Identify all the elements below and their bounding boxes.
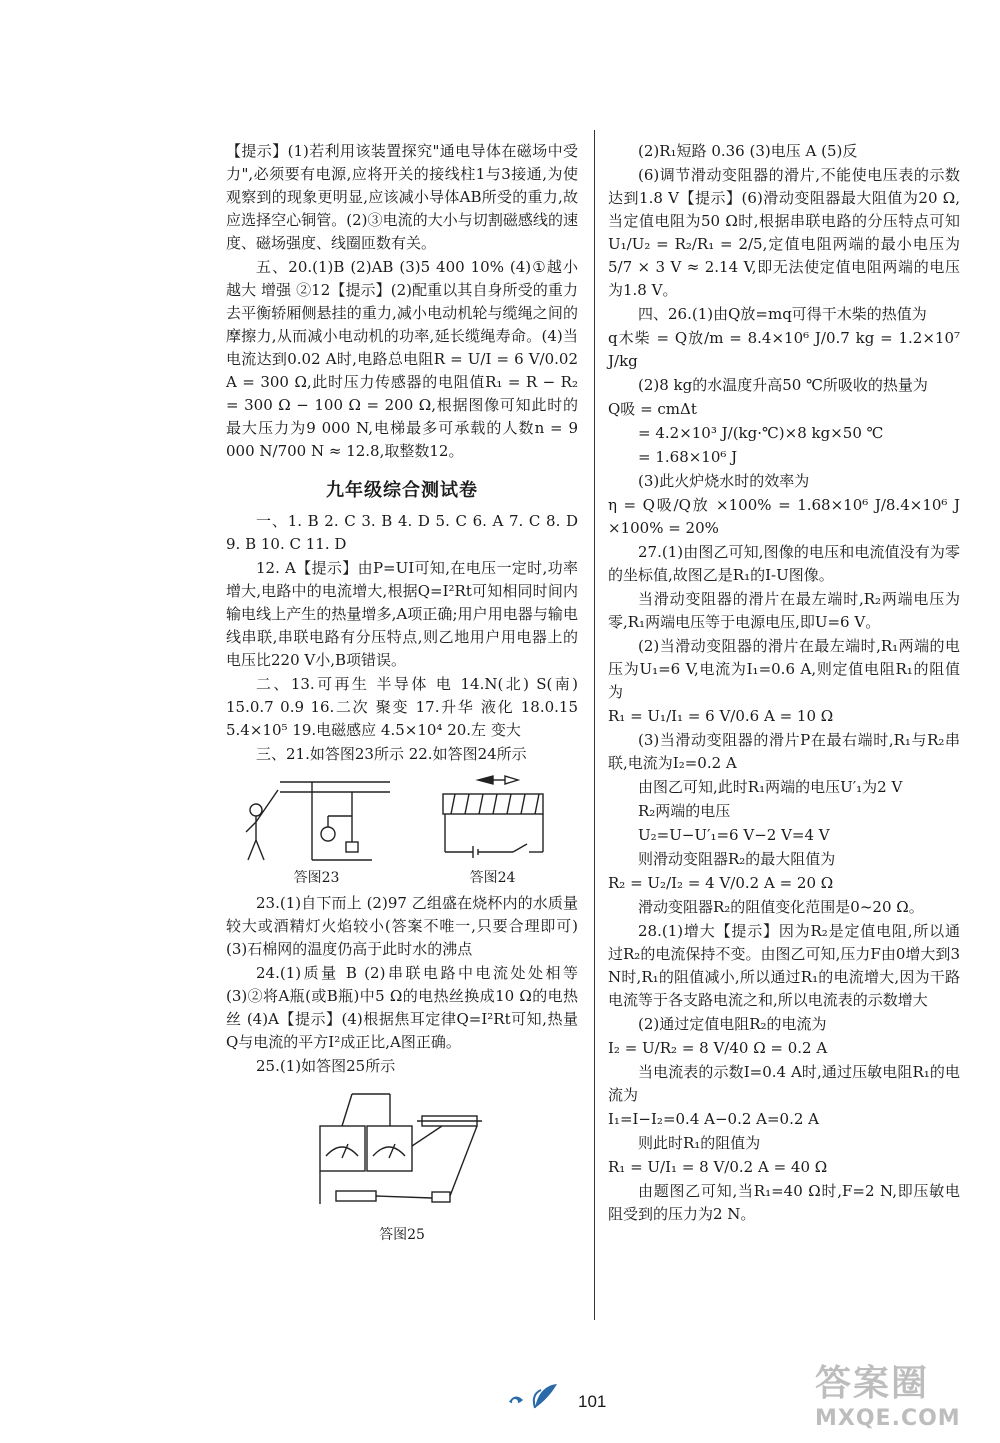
formula-q-absorb-result: = 1.68×10⁶ J bbox=[638, 448, 738, 466]
figure-25 bbox=[226, 1086, 578, 1247]
column-divider bbox=[594, 130, 595, 1320]
page-number: 101 bbox=[578, 1392, 607, 1411]
answer-27-3b: 由图乙可知,此时R₁两端的电压U′₁为2 V bbox=[638, 778, 903, 796]
answer-26-2: (2)8 kg的水温度升高50 ℃所吸收的热量为 bbox=[638, 376, 928, 394]
figure-23 bbox=[242, 772, 392, 890]
figures-23-24 bbox=[226, 772, 578, 890]
answer-27-3d: 则滑动变阻器R₂的最大阻值为 bbox=[638, 850, 836, 868]
answer-13-20: 二、13.可再生 半导体 电 14.N(北) S(南) 15.0.7 0.9 16.二次 聚变 17.升华 液化 18.0.15 5.4×10⁵ 19.电磁感应 4.5×10⁴ 20.左 变大 bbox=[226, 675, 578, 739]
answer-25-2: (2)R₁短路 0.36 (3)电压 A (5)反 bbox=[638, 142, 858, 160]
section-title: 九年级综合测试卷 bbox=[326, 480, 478, 501]
watermark-url: MXQE.COM bbox=[815, 1406, 961, 1431]
answer-28-conclusion: 由题图乙可知,当R₁=40 Ω时,F=2 N,即压敏电阻受到的压力为2 N。 bbox=[608, 1182, 960, 1223]
figure-25-caption: 答图25 bbox=[379, 1227, 425, 1243]
formula-r1: R₁ = U₁/I₁ = 6 V/0.6 A = 10 Ω bbox=[608, 707, 834, 725]
answer-26-3: (3)此火炉烧水时的效率为 bbox=[638, 472, 810, 490]
watermark bbox=[815, 1355, 961, 1431]
answer-27-3: (3)当滑动变阻器的滑片P在最右端时,R₁与R₂串联,电流为I₂=0.2 A bbox=[608, 731, 960, 772]
formula-heat-value: q木柴 = Q放/m = 8.4×10⁶ J/0.7 kg = 1.2×10⁷ J/kg bbox=[608, 329, 960, 370]
left-column bbox=[226, 140, 578, 1247]
answer-27-1: 27.(1)由图乙可知,图像的电压和电流值没有为零的坐标值,故图乙是R₁的I-U图像。 bbox=[608, 543, 960, 584]
answer-27-1b: 当滑动变阻器的滑片在最左端时,R₂两端电压为零,R₁两端电压等于电源电压,即U=6 V。 bbox=[608, 590, 960, 631]
answer-25-6: (6)调节滑动变阻器的滑片,不能使电压表的示数达到1.8 V【提示】(6)滑动变阻器最大阻值为20 Ω,当定值电阻为50 Ω时,根据串联电路的分压特点可知U₁/U₂ = R₂/R₁ = 2/5,定值电阻两端的最小电压为 5/7 × 3 V ≈ 2.14 V,即无法使定值电阻两端的电压为1.8 V。 bbox=[608, 166, 960, 299]
figure-24 bbox=[423, 772, 563, 890]
formula-r1-result: R₁ = U/I₁ = 8 V/0.2 A = 40 Ω bbox=[608, 1158, 828, 1176]
answer-24: 24.(1)质量 B (2)串联电路中电流处处相等 (3)②将A瓶(或B瓶)中5 Ω的电热丝换成10 Ω的电热丝 (4)A【提示】(4)根据焦耳定律Q=I²Rt可知,热量Q与电流的平方I²成正比,A图正确。 bbox=[226, 964, 578, 1051]
answer-21-22: 三、21.如答图23所示 22.如答图24所示 bbox=[256, 745, 527, 763]
right-column bbox=[608, 140, 960, 1227]
formula-i1: I₁=I−I₂=0.4 A−0.2 A=0.2 A bbox=[608, 1110, 820, 1128]
figure-23-caption: 答图23 bbox=[293, 870, 340, 886]
answer-27-2: (2)当滑动变阻器的滑片在最左端时,R₁两端的电压为U₁=6 V,电流为I₁=0.6 A,则定值电阻R₁的阻值为 bbox=[608, 637, 960, 701]
solenoid-diagram-24 bbox=[423, 772, 563, 867]
answer-12: 12. A【提示】由P=UI可知,在电压一定时,功率增大,电路中的电流增大,根据Q=I²Rt可知相同时间内输电线上产生的热量增多,A项正确;用户用电器与输电线串联,串联电路有分压特点,则乙地用户用电器上的电压比220 V小,B项错误。 bbox=[226, 559, 578, 669]
answer-27-3c: R₂两端的电压 bbox=[638, 802, 731, 820]
answer-28-2: (2)通过定值电阻R₂的电流为 bbox=[638, 1015, 827, 1033]
answer-28-2c: 则此时R₁的阻值为 bbox=[638, 1134, 761, 1152]
formula-u2: U₂=U−U′₁=6 V−2 V=4 V bbox=[638, 826, 830, 844]
answer-23: 23.(1)自下而上 (2)97 乙组盛在烧杯内的水质量较大或酒精灯火焰较小(答案不唯一,只要合理即可) (3)石棉网的温度仍高于此时水的沸点 bbox=[226, 894, 578, 958]
leaf-ornament-icon bbox=[505, 1380, 565, 1412]
answer-25: 25.(1)如答图25所示 bbox=[256, 1057, 396, 1075]
answer-27-conclusion: 滑动变阻器R₂的阻值变化范围是0~20 Ω。 bbox=[638, 898, 924, 916]
answer-choice-1-11: 一、1. B 2. C 3. B 4. D 5. C 6. A 7. C 8. D 9. B 10. C 11. D bbox=[226, 512, 578, 553]
answer-paragraph-20: 五、20.(1)B (2)AB (3)5 400 10% (4)①越小 越大 增强 ②12【提示】(2)配重以其自身所受的重力去平衡轿厢侧悬挂的重力,减小电动机轮与缆绳之间的摩擦力,从而减小电动机的功率,延长缆绳寿命。(4)当电流达到0.02 A时,电路总电阻R = U/I = 6 V/0.02 A = 300 Ω,此时压力传感器的电阻值R₁ = R − R₂ = 300 Ω − 100 Ω = 200 Ω,根据图像可知此时的最大压力为9 000 N,电梯最多可承载的人数n = 9 000 N/700 N ≈ 12.8,取整数12。 bbox=[226, 258, 578, 460]
formula-q-absorb: Q吸 = cmΔt bbox=[608, 400, 697, 418]
figure-24-caption: 答图24 bbox=[469, 870, 516, 886]
formula-q-absorb-step: = 4.2×10³ J/(kg·℃)×8 kg×50 ℃ bbox=[638, 424, 884, 442]
formula-i2: I₂ = U/R₂ = 8 V/40 Ω = 0.2 A bbox=[608, 1039, 828, 1057]
formula-r2: R₂ = U₂/I₂ = 4 V/0.2 A = 20 Ω bbox=[608, 874, 834, 892]
formula-efficiency: η = Q吸/Q放 ×100% = 1.68×10⁶ J/8.4×10⁶ J ×100% = 20% bbox=[608, 496, 960, 537]
answer-28-1: 28.(1)增大【提示】因为R₂是定值电阻,所以通过R₂的电流保持不变。由图乙可知,压力F由0增大到3 N时,R₁的阻值减小,所以通过R₁的电流增大,因为干路电流等于各支路电流之和,所以电流表的示数增大 bbox=[608, 922, 960, 1009]
watermark-logo-text: 答案圈 bbox=[815, 1363, 930, 1404]
answer-28-2b: 当电流表的示数I=0.4 A时,通过压敏电阻R₁的电流为 bbox=[608, 1063, 960, 1104]
hint-paragraph-1: 【提示】(1)若利用该装置探究"通电导体在磁场中受力",必须要有电源,应将开关的接线柱1与3接通,为使观察到的现象更明显,应该减小导体AB所受的重力,故应选择空心铜管。(2)③电流的大小与切割磁感线的速度、磁场强度、线圈匝数有关。 bbox=[226, 142, 578, 252]
answer-26-heading: 四、26.(1)由Q放=mq可得干木柴的热值为 bbox=[638, 305, 927, 323]
circuit-photo-25 bbox=[312, 1086, 492, 1216]
circuit-diagram-23 bbox=[242, 772, 392, 867]
